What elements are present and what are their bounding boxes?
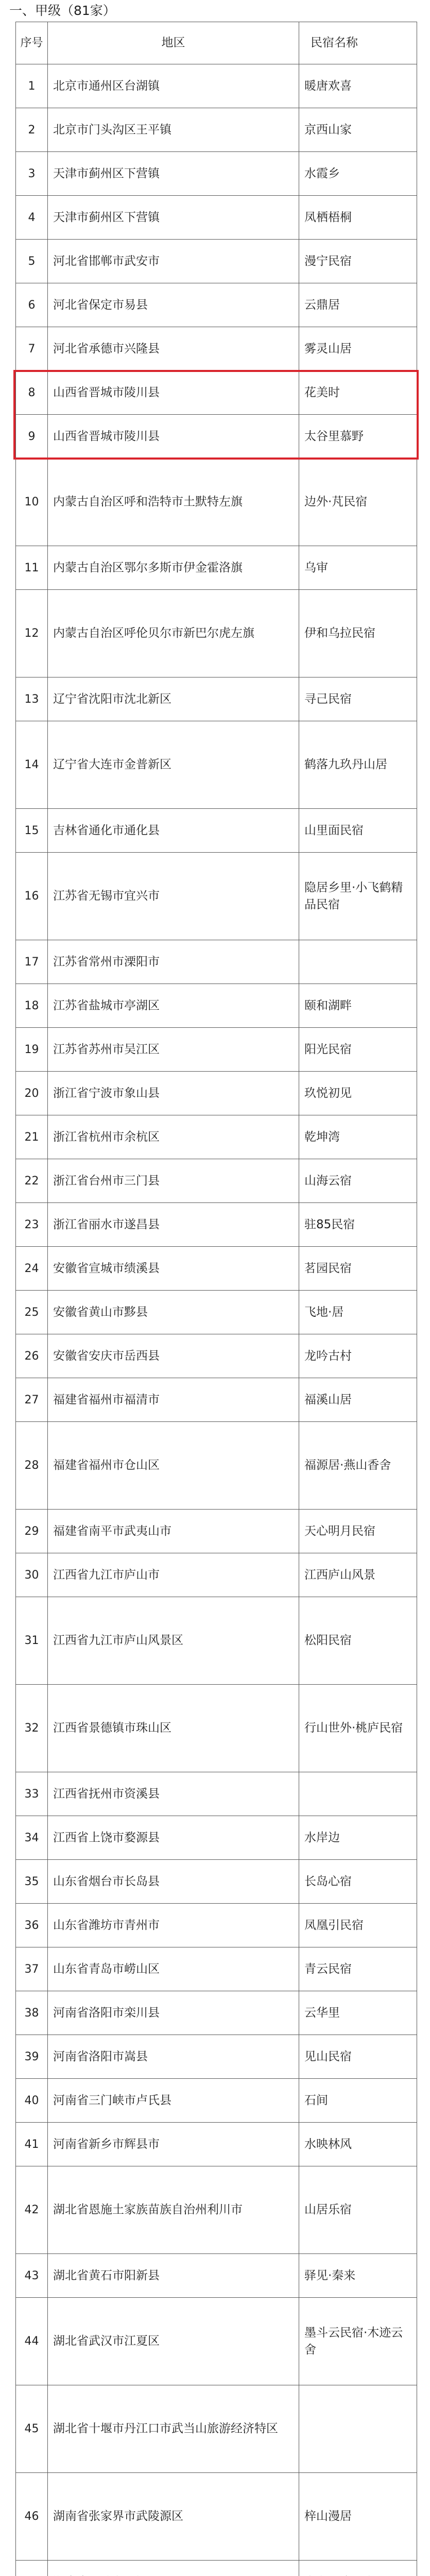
header-row — [16, 22, 417, 64]
header-name: 民宿名称 — [299, 22, 417, 64]
row-seq: 27 — [16, 1378, 48, 1422]
row-region: 福建省福州市福清市 — [48, 1378, 299, 1422]
row-seq: 43 — [16, 2254, 48, 2298]
row-seq: 44 — [16, 2298, 48, 2385]
row-seq: 10 — [16, 459, 48, 546]
row-seq: 45 — [16, 2385, 48, 2473]
row-seq: 4 — [16, 196, 48, 240]
row-region: 山东省烟台市长岛县 — [48, 1860, 299, 1904]
row-seq: 30 — [16, 1553, 48, 1597]
row-name: 边外·芃民宿 — [299, 459, 417, 546]
row-region: 湖北省武汉市江夏区 — [48, 2298, 299, 2385]
row-name: 江西庐山风景 — [299, 1553, 417, 1597]
row-region: 天津市蓟州区下营镇 — [48, 196, 299, 240]
row-seq: 40 — [16, 2079, 48, 2123]
table-row — [16, 1904, 417, 1947]
row-name: 天心明月民宿 — [299, 1510, 417, 1553]
row-region: 天津市蓟州区下营镇 — [48, 152, 299, 196]
row-name: 驻85民宿 — [299, 1203, 417, 1247]
row-name: 松阳民宿 — [299, 1597, 417, 1685]
row-name: 飞地·居 — [299, 1291, 417, 1334]
table-row — [16, 1991, 417, 2035]
row-seq: 11 — [16, 546, 48, 590]
row-region: 江西省九江市庐山风景区 — [48, 1597, 299, 1685]
row-name: 伊和乌拉民宿 — [299, 590, 417, 677]
table-row — [16, 2123, 417, 2166]
table-body — [16, 64, 417, 2576]
row-name: 隐居乡里·小飞鹤精品民宿 — [299, 853, 417, 940]
table-row — [16, 1597, 417, 1685]
row-seq: 21 — [16, 1115, 48, 1159]
table-row — [16, 1028, 417, 1072]
row-region: 江苏省苏州市吴江区 — [48, 1028, 299, 1072]
row-region: 北京市门头沟区王平镇 — [48, 108, 299, 152]
row-region: 山西省晋城市陵川县 — [48, 415, 299, 459]
row-region: 江西省上饶市婺源县 — [48, 1816, 299, 1860]
row-seq: 15 — [16, 809, 48, 853]
table-row — [16, 2079, 417, 2123]
row-region — [48, 2561, 299, 2576]
row-name: 水霞乡 — [299, 152, 417, 196]
table-row — [16, 721, 417, 809]
row-region: 山东省青岛市崂山区 — [48, 1947, 299, 1991]
table-row — [16, 327, 417, 371]
row-seq: 22 — [16, 1159, 48, 1203]
table-row — [16, 459, 417, 546]
row-name: 雾灵山居 — [299, 327, 417, 371]
row-name: 京西山家 — [299, 108, 417, 152]
table-row — [16, 590, 417, 677]
row-name: 漫宁民宿 — [299, 240, 417, 283]
row-name — [299, 2385, 417, 2473]
table-row — [16, 1422, 417, 1510]
row-name: 福源居·燕山香舍 — [299, 1422, 417, 1510]
row-seq: 46 — [16, 2473, 48, 2561]
section-heading: 一、甲级（81家） — [9, 3, 116, 18]
table-header — [16, 22, 417, 64]
row-region: 江苏省常州市溧阳市 — [48, 940, 299, 984]
row-region: 河北省邯郸市武安市 — [48, 240, 299, 283]
table-row — [16, 1816, 417, 1860]
row-region: 福建省南平市武夷山市 — [48, 1510, 299, 1553]
row-region: 河南省洛阳市栾川县 — [48, 1991, 299, 2035]
row-seq: 32 — [16, 1685, 48, 1772]
row-seq: 26 — [16, 1334, 48, 1378]
row-seq: 12 — [16, 590, 48, 677]
row-region: 湖北省恩施土家族苗族自治州利川市 — [48, 2166, 299, 2254]
row-seq: 5 — [16, 240, 48, 283]
row-name: 云华里 — [299, 1991, 417, 2035]
row-name — [299, 1772, 417, 1816]
row-region: 江西省九江市庐山市 — [48, 1553, 299, 1597]
row-seq: 1 — [16, 64, 48, 108]
table-row — [16, 677, 417, 721]
table-row — [16, 940, 417, 984]
row-seq: 31 — [16, 1597, 48, 1685]
row-region: 辽宁省沈阳市沈北新区 — [48, 677, 299, 721]
row-name: 鹤落九玖丹山居 — [299, 721, 417, 809]
row-name — [299, 2561, 417, 2576]
row-name: 颐和湖畔 — [299, 984, 417, 1028]
row-seq — [16, 2561, 48, 2576]
row-seq: 20 — [16, 1072, 48, 1115]
table-row — [16, 2254, 417, 2298]
row-name: 凤凰引民宿 — [299, 1904, 417, 1947]
row-name — [299, 940, 417, 984]
table-row — [16, 415, 417, 459]
row-seq: 34 — [16, 1816, 48, 1860]
table-row — [16, 984, 417, 1028]
row-region: 江西省景德镇市珠山区 — [48, 1685, 299, 1772]
row-name: 青云民宿 — [299, 1947, 417, 1991]
row-name: 暖唐欢喜 — [299, 64, 417, 108]
row-name: 山里面民宿 — [299, 809, 417, 853]
row-region: 浙江省杭州市余杭区 — [48, 1115, 299, 1159]
table-row — [16, 809, 417, 853]
row-seq: 13 — [16, 677, 48, 721]
row-region: 内蒙古自治区呼伦贝尔市新巴尔虎左旗 — [48, 590, 299, 677]
row-seq: 16 — [16, 853, 48, 940]
table-row — [16, 1772, 417, 1816]
row-region: 山西省晋城市陵川县 — [48, 371, 299, 415]
table-row — [16, 371, 417, 415]
row-region: 河南省洛阳市嵩县 — [48, 2035, 299, 2079]
row-region: 内蒙古自治区鄂尔多斯市伊金霍洛旗 — [48, 546, 299, 590]
table-row — [16, 2561, 417, 2576]
row-name: 寻己民宿 — [299, 677, 417, 721]
table-row — [16, 1685, 417, 1772]
row-region: 内蒙古自治区呼和浩特市土默特左旗 — [48, 459, 299, 546]
table-row — [16, 1553, 417, 1597]
row-name: 水映林风 — [299, 2123, 417, 2166]
table-row — [16, 240, 417, 283]
row-region: 湖南省张家界市武陵源区 — [48, 2473, 299, 2561]
row-region: 浙江省宁波市象山县 — [48, 1072, 299, 1115]
row-seq: 18 — [16, 984, 48, 1028]
row-name: 花美时 — [299, 371, 417, 415]
table-row — [16, 1203, 417, 1247]
row-region: 吉林省通化市通化县 — [48, 809, 299, 853]
table-row — [16, 152, 417, 196]
row-seq: 14 — [16, 721, 48, 809]
row-region: 福建省福州市仓山区 — [48, 1422, 299, 1510]
row-region: 江苏省无锡市宜兴市 — [48, 853, 299, 940]
header-seq: 序号 — [16, 22, 48, 64]
table-row — [16, 2298, 417, 2385]
row-name: 驿见·秦来 — [299, 2254, 417, 2298]
row-seq: 9 — [16, 415, 48, 459]
row-region: 江苏省盐城市亭湖区 — [48, 984, 299, 1028]
row-seq: 29 — [16, 1510, 48, 1553]
row-region: 安徽省安庆市岳西县 — [48, 1334, 299, 1378]
row-name: 长岛心宿 — [299, 1860, 417, 1904]
table-row — [16, 108, 417, 152]
row-name: 水岸边 — [299, 1816, 417, 1860]
table-row — [16, 2473, 417, 2561]
table-row — [16, 546, 417, 590]
row-region: 河北省保定市易县 — [48, 283, 299, 327]
row-seq: 42 — [16, 2166, 48, 2254]
row-seq: 23 — [16, 1203, 48, 1247]
table-row — [16, 64, 417, 108]
table-row — [16, 283, 417, 327]
row-seq: 17 — [16, 940, 48, 984]
row-seq: 41 — [16, 2123, 48, 2166]
table-row — [16, 1291, 417, 1334]
table-row — [16, 1378, 417, 1422]
row-name: 山居乐宿 — [299, 2166, 417, 2254]
table-row — [16, 1947, 417, 1991]
row-seq: 35 — [16, 1860, 48, 1904]
row-name: 乌审 — [299, 546, 417, 590]
row-seq: 8 — [16, 371, 48, 415]
row-name: 福溪山居 — [299, 1378, 417, 1422]
row-name: 太谷里慕野 — [299, 415, 417, 459]
table-row — [16, 1159, 417, 1203]
table-row — [16, 196, 417, 240]
row-seq: 7 — [16, 327, 48, 371]
table-row — [16, 853, 417, 940]
row-region: 湖北省十堰市丹江口市武当山旅游经济特区 — [48, 2385, 299, 2473]
row-seq: 25 — [16, 1291, 48, 1334]
row-seq: 24 — [16, 1247, 48, 1291]
row-region: 河南省新乡市辉县市 — [48, 2123, 299, 2166]
row-name: 玖悦初见 — [299, 1072, 417, 1115]
row-name: 凤栖梧桐 — [299, 196, 417, 240]
row-region: 安徽省宣城市绩溪县 — [48, 1247, 299, 1291]
row-name: 石间 — [299, 2079, 417, 2123]
table-row — [16, 1115, 417, 1159]
row-seq: 37 — [16, 1947, 48, 1991]
table-row — [16, 1072, 417, 1115]
table-row — [16, 1334, 417, 1378]
row-name: 乾坤湾 — [299, 1115, 417, 1159]
row-name: 见山民宿 — [299, 2035, 417, 2079]
row-region: 安徽省黄山市黟县 — [48, 1291, 299, 1334]
row-region: 山东省潍坊市青州市 — [48, 1904, 299, 1947]
table-row — [16, 2035, 417, 2079]
row-name: 行山世外·桃庐民宿 — [299, 1685, 417, 1772]
table-row — [16, 2166, 417, 2254]
row-seq: 39 — [16, 2035, 48, 2079]
table-row — [16, 1247, 417, 1291]
row-name: 茗园民宿 — [299, 1247, 417, 1291]
row-region: 浙江省台州市三门县 — [48, 1159, 299, 1203]
row-region: 河南省三门峡市卢氏县 — [48, 2079, 299, 2123]
row-seq: 19 — [16, 1028, 48, 1072]
table-row — [16, 1510, 417, 1553]
row-seq: 38 — [16, 1991, 48, 2035]
row-name: 阳光民宿 — [299, 1028, 417, 1072]
row-region: 湖北省黄石市阳新县 — [48, 2254, 299, 2298]
row-name: 梓山漫居 — [299, 2473, 417, 2561]
row-seq: 33 — [16, 1772, 48, 1816]
row-seq: 36 — [16, 1904, 48, 1947]
row-name: 龙吟古村 — [299, 1334, 417, 1378]
row-region: 浙江省丽水市遂昌县 — [48, 1203, 299, 1247]
header-region: 地区 — [48, 22, 299, 64]
row-seq: 2 — [16, 108, 48, 152]
homestay-table — [15, 22, 417, 2576]
row-name: 云鼎居 — [299, 283, 417, 327]
row-region: 北京市通州区台湖镇 — [48, 64, 299, 108]
row-seq: 28 — [16, 1422, 48, 1510]
row-seq: 6 — [16, 283, 48, 327]
table-row — [16, 1860, 417, 1904]
row-name: 山海云宿 — [299, 1159, 417, 1203]
row-region: 辽宁省大连市金普新区 — [48, 721, 299, 809]
row-region: 江西省抚州市资溪县 — [48, 1772, 299, 1816]
row-seq: 3 — [16, 152, 48, 196]
row-region: 河北省承德市兴隆县 — [48, 327, 299, 371]
row-name: 墨斗云民宿·木迹云舍 — [299, 2298, 417, 2385]
table-row — [16, 2385, 417, 2473]
